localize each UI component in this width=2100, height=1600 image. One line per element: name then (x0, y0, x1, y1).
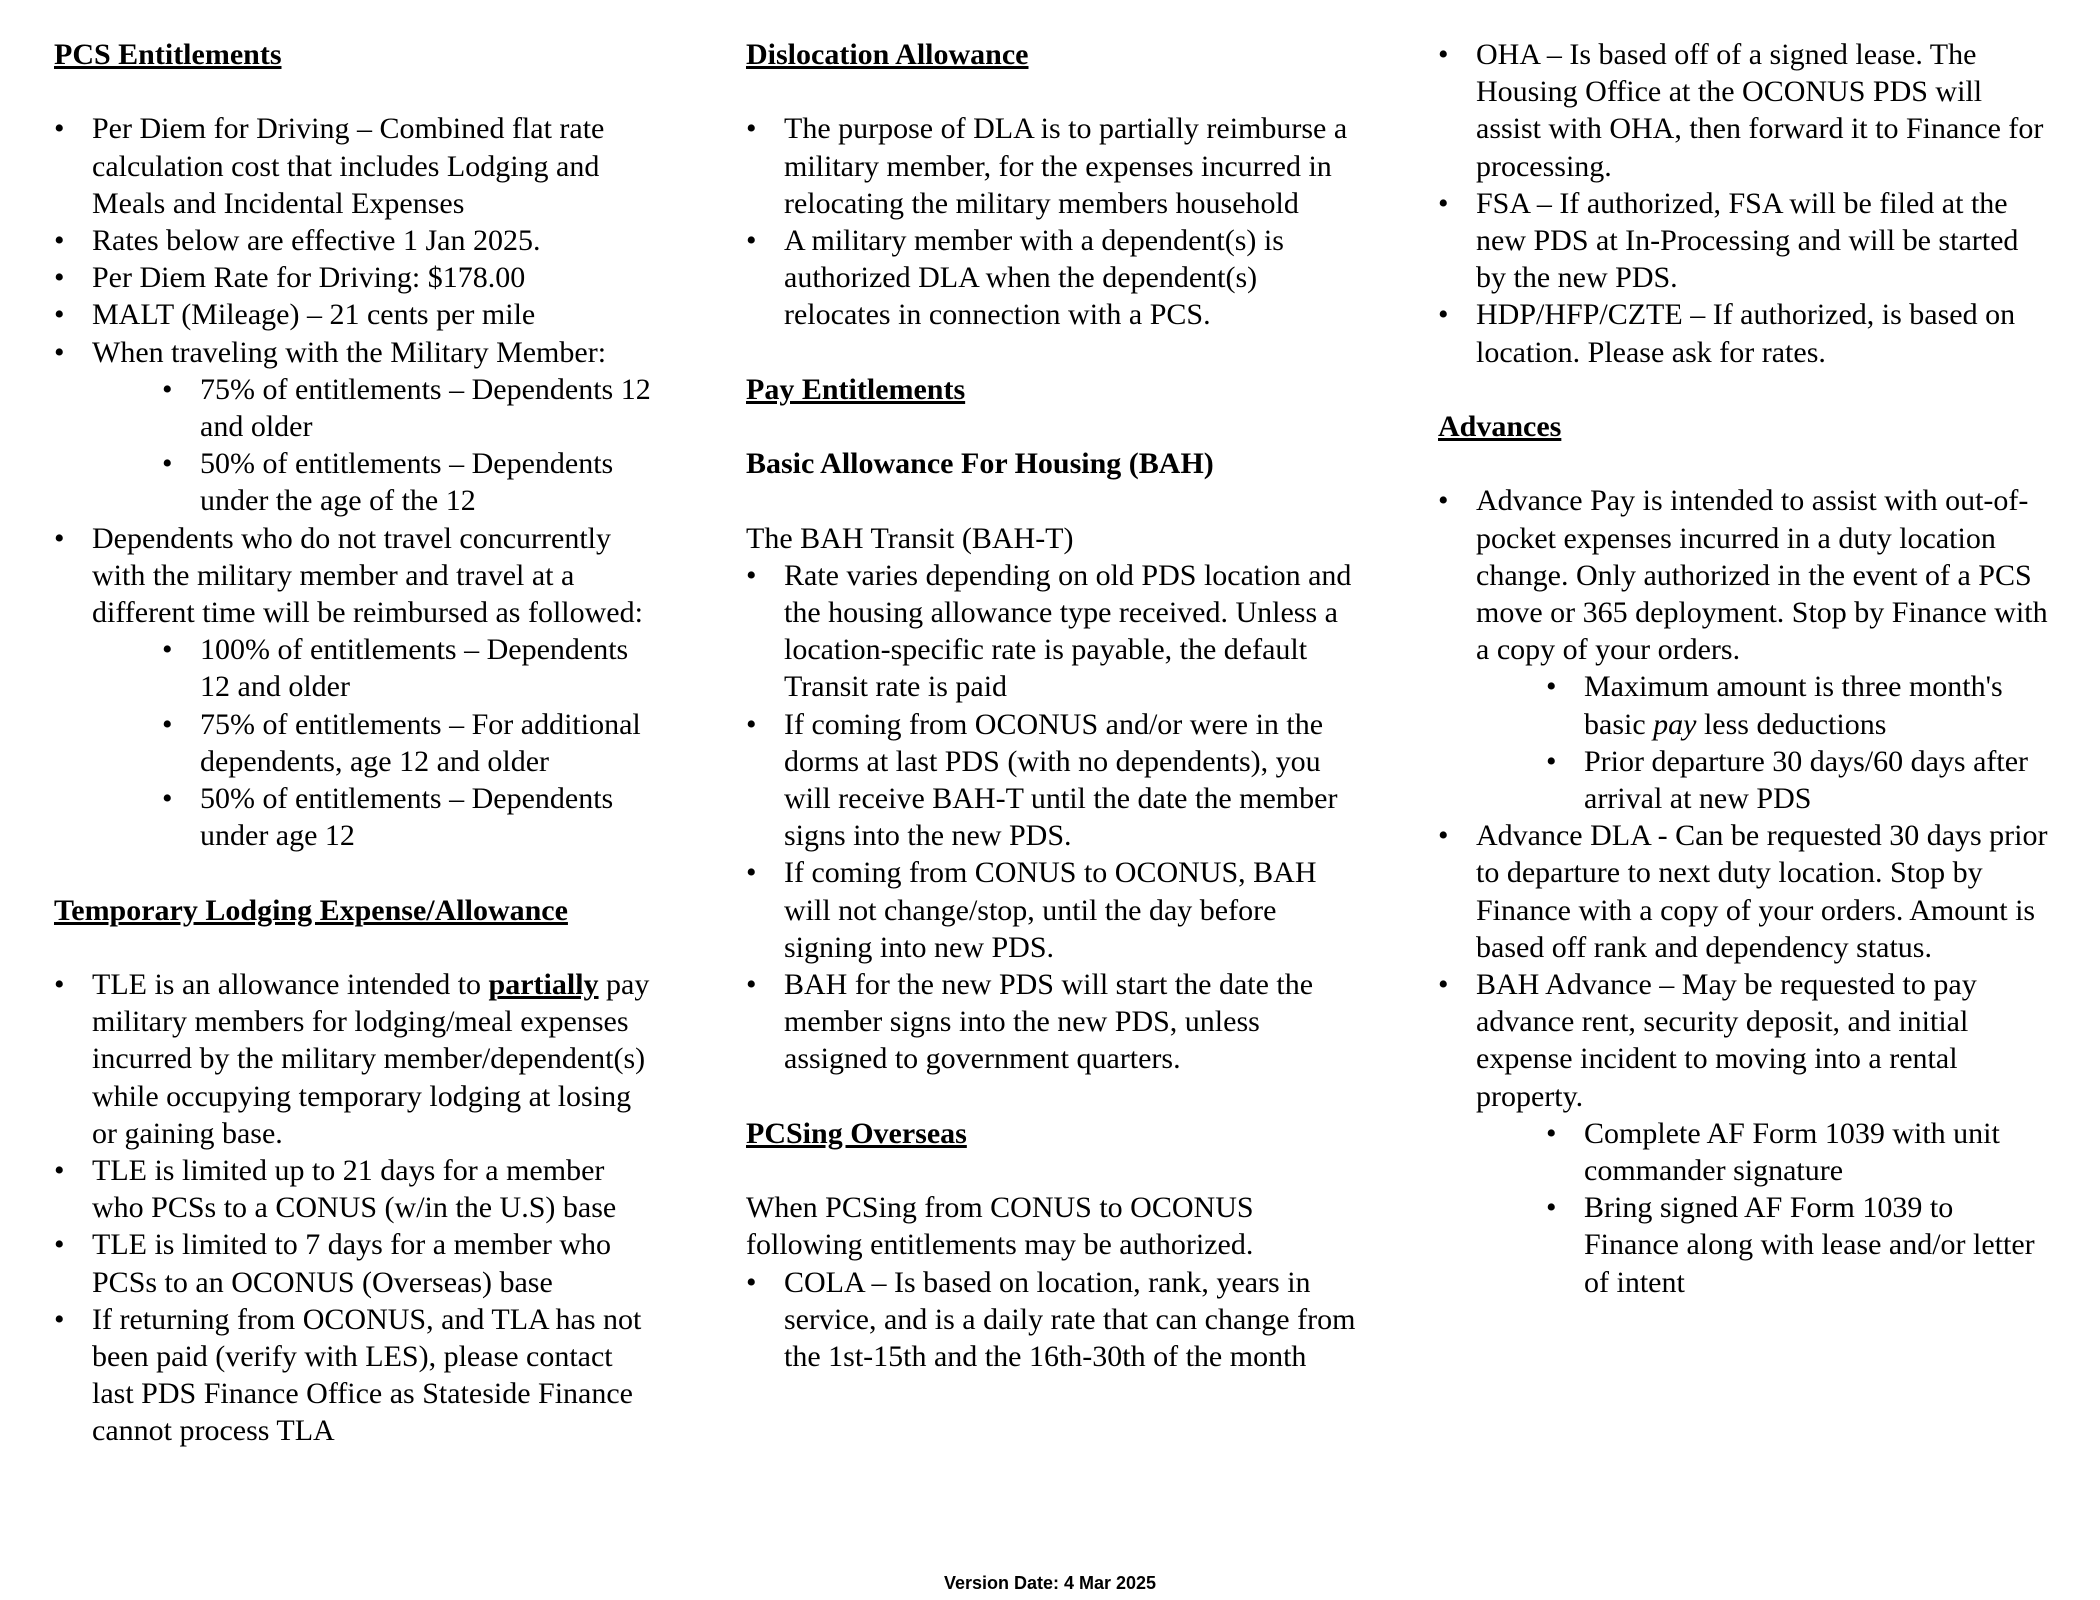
sub-list-item: • 50% of entitlements – Dependents under age 12 (162, 780, 654, 854)
overseas-list (746, 1264, 1356, 1376)
advance-pay-text: Advance Pay is intended to assist with out-of-pocket expenses incurred in a duty location change. Only authorized in the event of a PCS move or 365 deployment. Stop by Finance with a copy of your orders. (1476, 484, 2048, 667)
list-item: • FSA – If authorized, FSA will be filed at the new PDS at In-Processing and will be started by the new PDS. (1438, 185, 2048, 297)
list-item: • OHA – Is based off of a signed lease. The Housing Office at the OCONUS PDS will assist with OHA, then forward it to Finance for processing. (1438, 36, 2048, 185)
bah-heading: Basic Allowance For Housing (BAH) (746, 447, 1214, 481)
traveling-sublist (162, 371, 654, 520)
list-item: • TLE is limited to 7 days for a member who PCSs to an OCONUS (Overseas) base (54, 1226, 654, 1300)
list-item: • Per Diem Rate for Driving: $178.00 (54, 259, 654, 296)
list-item: • HDP/HFP/CZTE – If authorized, is based on location. Please ask for rates. (1438, 296, 2048, 370)
tle-list (54, 966, 654, 1450)
list-item: • If coming from CONUS to OCONUS, BAH will not change/stop, until the day before signing into new PDS. (746, 854, 1356, 966)
sub-list-item: • Complete AF Form 1039 with unit commander signature (1546, 1115, 2048, 1189)
column-left (54, 36, 654, 1450)
pay-entitlements-heading: Pay Entitlements (746, 372, 966, 406)
list-item: • The purpose of DLA is to partially reimburse a military member, for the expenses incurred in relocating the military members household (746, 110, 1356, 222)
sub-list-item: • 50% of entitlements – Dependents under the age of the 12 (162, 445, 654, 519)
list-item: • COLA – Is based on location, rank, years in service, and is a daily rate that can change from the 1st-15th and the 16th-30th of the month (746, 1264, 1356, 1376)
list-item: • TLE is limited up to 21 days for a member who PCSs to a CONUS (w/in the U.S) base (54, 1152, 654, 1226)
list-item (54, 520, 654, 855)
overseas-intro: When PCSing from CONUS to OCONUS following entitlements may be authorized. (746, 1191, 1254, 1262)
list-item (54, 966, 654, 1152)
tle-first-text: TLE is an allowance intended to (92, 968, 489, 1002)
tle-first-text-rest: pay military members for lodging/meal expenses incurred by the military member/dependent(s) while occupying temporary lodging at losing or gaining base. (92, 968, 650, 1150)
overseas-continued-list (1438, 36, 2048, 371)
dla-heading: Dislocation Allowance (746, 38, 1029, 71)
list-item: • Per Diem for Driving – Combined flat rate calculation cost that includes Lodging and Meals and Incidental Expenses (54, 110, 654, 222)
list-item: • Advance DLA - Can be requested 30 days prior to departure to next duty location. Stop by Finance with a copy of your orders. Amount is based off rank and dependency status. (1438, 817, 2048, 966)
list-item: • Rates below are effective 1 Jan 2025. (54, 222, 654, 259)
sub-list-item: • 75% of entitlements – For additional dependents, age 12 and older (162, 706, 654, 780)
advances-list (1438, 482, 2048, 1300)
list-item: • If returning from OCONUS, and TLA has not been paid (verify with LES), please contact last PDS Finance Office as Stateside Finance cannot process TLA (54, 1301, 654, 1450)
list-item: • MALT (Mileage) – 21 cents per mile (54, 296, 654, 333)
pcsing-overseas-heading: PCSing Overseas (746, 1116, 967, 1150)
advance-pay-sublist (1546, 668, 2048, 817)
sub-list-item: • Prior departure 30 days/60 days after arrival at new PDS (1546, 743, 2048, 817)
version-date-footer: Version Date: 4 Mar 2025 (943, 1573, 1157, 1593)
list-item: • A military member with a dependent(s) is authorized DLA when the dependent(s) relocates in connection with a PCS. (746, 222, 1356, 334)
list-item: • BAH for the new PDS will start the date the member signs into the new PDS, unless assigned to government quarters. (746, 966, 1356, 1078)
tle-first-emphasis: partially (488, 968, 599, 1002)
dependents-sublist (162, 631, 654, 854)
list-item: • If coming from OCONUS and/or were in the dorms at last PDS (with no dependents), you will receive BAH-T until the date the member signs into the new PDS. (746, 706, 1356, 855)
dependents-label: Dependents who do not travel concurrently with the military member and travel at a different time will be reimbursed as followed: (92, 521, 643, 630)
dla-list (746, 110, 1356, 333)
sub-list-item (1546, 668, 2048, 742)
bah-advance-text: BAH Advance – May be requested to pay advance rent, security deposit, and initial expense incident to moving into a rental property. (1476, 968, 1977, 1113)
bah-transit-line: The BAH Transit (BAH-T) (746, 521, 1074, 555)
sub-text: Maximum amount is three month's basic (1584, 670, 2003, 741)
bah-list (746, 557, 1356, 1078)
sub-text-italic: pay (1653, 707, 1697, 741)
pcs-entitlements-heading: PCS Entitlements (54, 38, 282, 71)
advances-heading: Advances (1438, 410, 1562, 444)
traveling-label: When traveling with the Military Member: (92, 335, 607, 369)
list-item: • Rate varies depending on old PDS location and the housing allowance type received. Unless a location-specific rate is payable, the default Transit rate is paid (746, 557, 1356, 706)
column-middle (746, 36, 1356, 1375)
column-right (1438, 36, 2048, 1301)
list-item (1438, 966, 2048, 1301)
sub-list-item: • 75% of entitlements – Dependents 12 and older (162, 371, 654, 445)
sub-list-item: • Bring signed AF Form 1039 to Finance along with lease and/or letter of intent (1546, 1189, 2048, 1301)
sub-text-rest: less deductions (1696, 707, 1887, 741)
tle-heading: Temporary Lodging Expense/Allowance (54, 893, 568, 927)
sub-list-item: • 100% of entitlements – Dependents 12 and older (162, 631, 654, 705)
pcs-entitlements-list (54, 110, 654, 854)
list-item (54, 334, 654, 520)
bah-advance-sublist (1546, 1115, 2048, 1301)
list-item (1438, 482, 2048, 817)
